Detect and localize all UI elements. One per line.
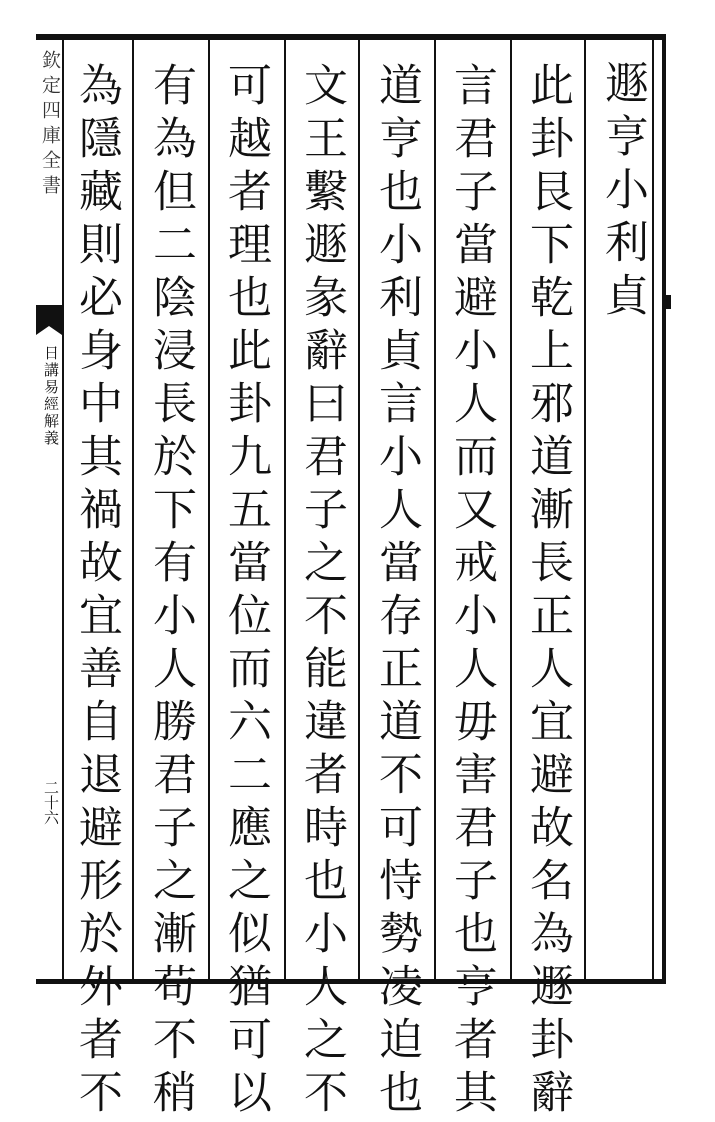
folio-number: 二十六	[42, 780, 60, 825]
text-column-6: 有為但二陰浸長於下有小人勝君子之漸苟不稍	[145, 62, 196, 1122]
text-column-2: 言君子當避小人而又戒小人毋害君子也亨者其	[446, 62, 497, 1122]
book-title: 日講易經解義	[42, 345, 60, 447]
right-border-rule	[652, 40, 654, 979]
text-column-3: 道亨也小利貞言小人當存正道不可恃勢凌迫也	[371, 62, 422, 1122]
collection-title: 欽定四庫全書	[39, 50, 61, 200]
text-column-1: 此卦艮下乾上邪道漸長正人宜避故名為遯卦辭	[522, 62, 573, 1122]
column-rule	[584, 40, 586, 979]
text-column-5: 可越者理也此卦九五當位而六二應之似猶可以	[220, 62, 271, 1122]
column-rule	[208, 40, 210, 979]
column-rule	[434, 40, 436, 979]
column-rule	[284, 40, 286, 979]
text-column-4: 文王繫遯彖辭曰君子之不能違者時也小人之不	[296, 62, 347, 1122]
column-rule	[510, 40, 512, 979]
text-column-7: 為隱藏則必身中其禍故宜善自退避形於外者不	[71, 62, 122, 1122]
hexagram-heading: 遯亨小利貞	[597, 60, 648, 325]
column-rule	[358, 40, 360, 979]
edge-notch-mark	[663, 295, 671, 309]
column-rule	[132, 40, 134, 979]
